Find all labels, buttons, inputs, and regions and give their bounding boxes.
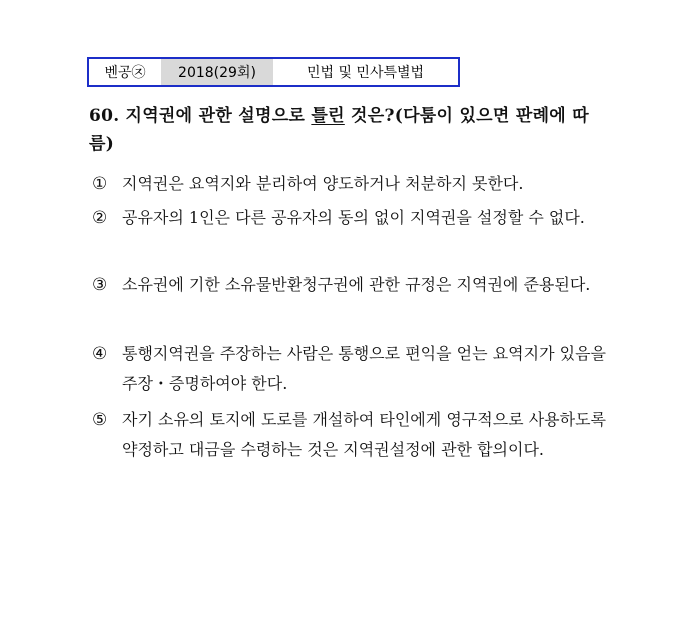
exam-source-label: 벤공㉨: [89, 59, 161, 85]
option-text-1: 지역권은 요역지와 분리하여 양도하거나 처분하지 못한다.: [122, 174, 524, 193]
answer-option-4[interactable]: [92, 339, 606, 399]
question-text-after: 것은?(다툼이 있으면 판례에 따름): [89, 106, 589, 154]
option-number-4: ④: [92, 344, 108, 364]
option-text-3: 소유권에 기한 소유물반환청구권에 관한 규정은 지역권에 준용된다.: [122, 275, 591, 294]
exam-subject-label: 민법 및 민사특별법: [273, 59, 458, 85]
question-number: 60.: [89, 106, 120, 126]
exam-header: [87, 57, 460, 87]
option-number-1: ①: [92, 174, 108, 194]
option-text-4: 통행지역권을 주장하는 사람은 통행으로 편익을 얻는 요역지가 있음을 주장・증명하여야 한다.: [122, 344, 606, 393]
option-text-2: 공유자의 1인은 다른 공유자의 동의 없이 지역권을 설정할 수 없다.: [122, 208, 585, 227]
answer-option-1[interactable]: [92, 169, 606, 199]
option-text-5: 자기 소유의 토지에 도로를 개설하여 타인에게 영구적으로 사용하도록 약정하고 대금을 수령하는 것은 지역권설정에 관한 합의이다.: [122, 410, 606, 459]
exam-year-label: 2018(29회): [161, 59, 273, 85]
answer-option-3[interactable]: [92, 270, 606, 300]
answer-option-5[interactable]: [92, 405, 606, 465]
answer-option-2[interactable]: [92, 203, 606, 233]
option-number-3: ③: [92, 275, 108, 295]
question-underlined-word: 틀린: [311, 106, 345, 126]
option-number-5: ⑤: [92, 410, 108, 430]
question-text-before: 지역권에 관한 설명으로: [125, 106, 312, 126]
option-number-2: ②: [92, 208, 108, 228]
question-stem: [89, 102, 609, 158]
